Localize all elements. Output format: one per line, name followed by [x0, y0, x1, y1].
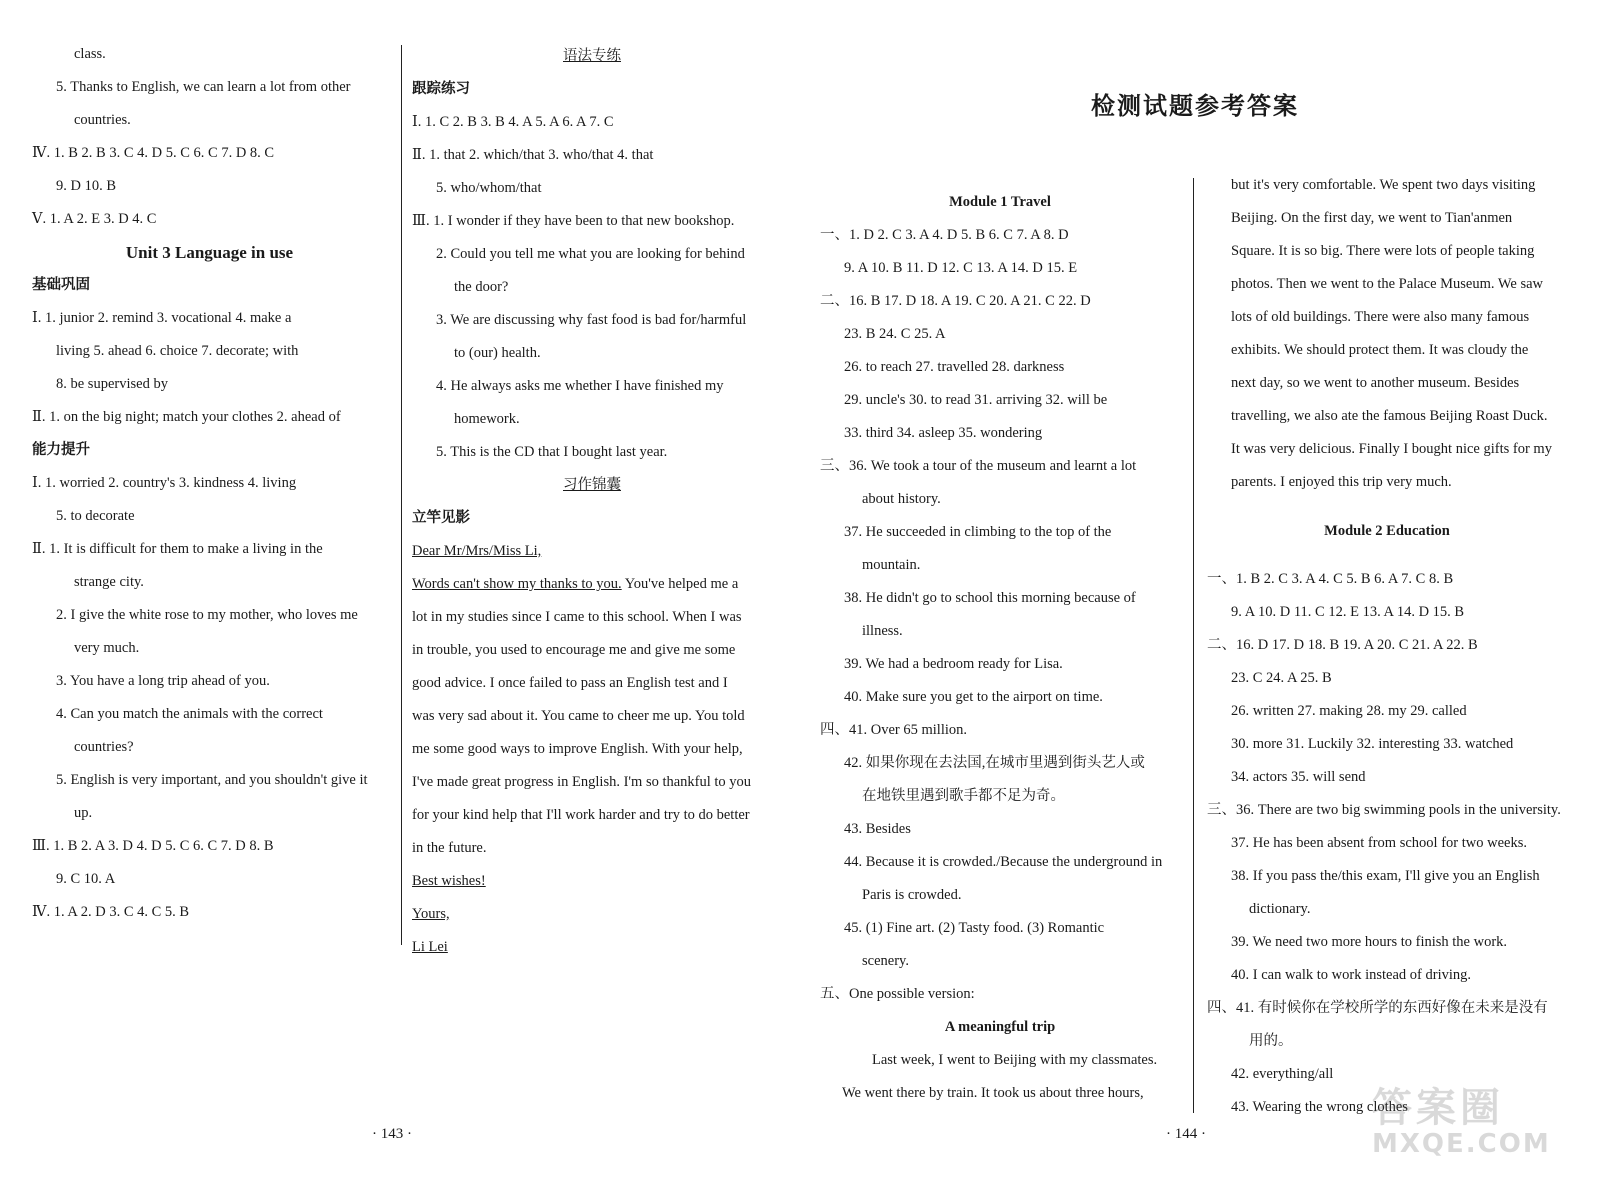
text-line: 五、One possible version:	[820, 986, 975, 1002]
text-line: 4. He always asks me whether I have finished my	[436, 378, 724, 394]
text-line: Ⅰ. 1. junior 2. remind 3. vocational 4. make a	[32, 310, 292, 326]
letter-signature: Li Lei	[412, 939, 448, 955]
text-line: mountain.	[862, 557, 921, 573]
text-line: strange city.	[74, 574, 144, 590]
text-line: living 5. ahead 6. choice 7. decorate; with	[56, 343, 299, 359]
text-line: dictionary.	[1249, 901, 1311, 917]
text-line: 26. to reach 27. travelled 28. darkness	[844, 359, 1065, 375]
text-line: Ⅰ. 1. worried 2. country's 3. kindness 4. living	[32, 475, 297, 491]
text-line: to (our) health.	[454, 345, 541, 361]
text-line: illness.	[862, 623, 903, 639]
text-line: Ⅳ. 1. A 2. D 3. C 4. C 5. B	[32, 904, 190, 920]
text-line: 二、16. B 17. D 18. A 19. C 20. A 21. C 22. D	[820, 293, 1091, 309]
text-line: 9. A 10. B 11. D 12. C 13. A 14. D 15. E	[844, 260, 1078, 276]
text-line: was very sad about it. You came to cheer me up. You told	[412, 708, 745, 724]
text-line: in trouble, you used to encourage me and give me some	[412, 642, 736, 658]
text-line: 一、1. D 2. C 3. A 4. D 5. B 6. C 7. A 8. D	[820, 227, 1069, 243]
text-line: 5. to decorate	[56, 508, 135, 524]
text-fragment: You've helped me a	[621, 576, 739, 592]
section-heading: 跟踪练习	[412, 81, 470, 97]
unit-title: Unit 3 Language in use	[125, 243, 294, 262]
text-line: 5. English is very important, and you shouldn't give it	[56, 772, 368, 788]
text-line: in the future.	[412, 840, 487, 856]
text-line: 45. (1) Fine art. (2) Tasty food. (3) Romantic	[844, 920, 1105, 936]
left-page-column-2	[412, 40, 772, 964]
text-line: 三、36. There are two big swimming pools in the university.	[1207, 802, 1561, 818]
text-line: It was very delicious. Finally I bought nice gifts for my	[1231, 441, 1552, 457]
text-line: 5. This is the CD that I bought last year.	[436, 444, 668, 460]
right-page-column-1	[820, 185, 1180, 1110]
text-line: but it's very comfortable. We spent two days visiting	[1231, 177, 1536, 193]
text-line: 30. more 31. Luckily 32. interesting 33. watched	[1231, 736, 1514, 752]
text-line: Ⅰ. 1. C 2. B 3. B 4. A 5. A 6. A 7. C	[412, 114, 614, 130]
text-line: next day, so we went to another museum. Besides	[1231, 375, 1520, 391]
text-line: very much.	[74, 640, 140, 656]
text-line: 3. You have a long trip ahead of you.	[56, 673, 270, 689]
page-title: 检测试题参考答案	[1091, 92, 1299, 120]
text-line: lot in my studies since I came to this school. When I was	[412, 609, 742, 625]
text-line: up.	[74, 805, 93, 821]
text-line: 用的。	[1249, 1033, 1293, 1049]
text-line: photos. Then we went to the Palace Museum. We saw	[1231, 276, 1543, 292]
text-line: 5. who/whom/that	[436, 180, 542, 196]
left-page-column-1	[32, 38, 387, 929]
text-line: Last week, I went to Beijing with my classmates.	[872, 1052, 1158, 1068]
text-line: 9. A 10. D 11. C 12. E 13. A 14. D 15. B	[1231, 604, 1465, 620]
text-line: 5. Thanks to English, we can learn a lot from other	[56, 79, 351, 95]
text-line: 4. Can you match the animals with the correct	[56, 706, 323, 722]
module-title: Module 1 Travel	[949, 194, 1051, 210]
text-line: 29. uncle's 30. to read 31. arriving 32. will be	[844, 392, 1108, 408]
text-line: 34. actors 35. will send	[1231, 769, 1366, 785]
section-heading: 能力提升	[32, 442, 90, 458]
text-line: 43. Wearing the wrong clothes	[1231, 1099, 1408, 1115]
text-line: Ⅳ. 1. B 2. B 3. C 4. D 5. C 6. C 7. D 8. C	[32, 145, 275, 161]
text-line: 33. third 34. asleep 35. wondering	[844, 425, 1043, 441]
module-title: Module 2 Education	[1324, 523, 1450, 539]
text-line: Ⅱ. 1. that 2. which/that 3. who/that 4. that	[412, 147, 654, 163]
text-line: Ⅲ. 1. B 2. A 3. D 4. D 5. C 6. C 7. D 8. B	[32, 838, 274, 854]
text-line: me some good ways to improve English. With your help,	[412, 741, 743, 757]
text-line: 23. C 24. A 25. B	[1231, 670, 1332, 686]
text-line: 9. D 10. B	[56, 178, 117, 194]
text-line: We went there by train. It took us about three hours,	[842, 1085, 1144, 1101]
text-line: Ⅱ. 1. on the big night; match your clothes 2. ahead of	[32, 409, 341, 425]
text-line	[412, 568, 772, 601]
text-line: 44. Because it is crowded./Because the underground in	[844, 854, 1163, 870]
text-line: Ⅱ. 1. It is difficult for them to make a living in the	[32, 541, 323, 557]
text-line: countries.	[74, 112, 131, 128]
text-line: 2. I give the white rose to my mother, who loves me	[56, 607, 358, 623]
text-line: homework.	[454, 411, 520, 427]
text-line: 39. We need two more hours to finish the work.	[1231, 934, 1508, 950]
letter-greeting: Dear Mr/Mrs/Miss Li,	[412, 543, 542, 559]
text-line: about history.	[862, 491, 941, 507]
text-line: 42. everything/all	[1231, 1066, 1334, 1082]
text-line: 三、36. We took a tour of the museum and learnt a lot	[820, 458, 1137, 474]
text-line: 40. Make sure you get to the airport on time.	[844, 689, 1103, 705]
text-line: 8. be supervised by	[56, 376, 168, 392]
text-line: good advice. I once failed to pass an English test and I	[412, 675, 728, 691]
text-line: 43. Besides	[844, 821, 911, 837]
text-line: 23. B 24. C 25. A	[844, 326, 946, 342]
text-line: Ⅴ. 1. A 2. E 3. D 4. C	[32, 211, 157, 227]
writing-tips-heading: 习作锦囊	[563, 477, 621, 493]
section-heading: 立竿见影	[412, 510, 470, 526]
text-line: 2. Could you tell me what you are looking for behind	[436, 246, 745, 262]
watermark-text: 答案圈	[1372, 1085, 1504, 1131]
column-divider-right	[1193, 178, 1194, 1113]
watermark-logo	[1372, 1076, 1572, 1159]
text-line: 3. We are discussing why fast food is bad for/harmful	[436, 312, 747, 328]
underlined-sentence: Words can't show my thanks to you.	[412, 576, 622, 592]
text-line: 9. C 10. A	[56, 871, 116, 887]
grammar-practice-heading: 语法专练	[563, 48, 621, 64]
text-line: 四、41. 有时候你在学校所学的东西好像在未来是没有	[1207, 1000, 1548, 1016]
text-line: 26. written 27. making 28. my 29. called	[1231, 703, 1467, 719]
text-line: 二、16. D 17. D 18. B 19. A 20. C 21. A 22. B	[1207, 637, 1478, 653]
essay-title: A meaningful trip	[944, 1019, 1056, 1035]
text-line: Ⅲ. 1. I wonder if they have been to that new bookshop.	[412, 213, 735, 229]
page-number-left: · 143 ·	[372, 1126, 412, 1142]
page-number-right: · 144 ·	[1166, 1126, 1206, 1142]
text-line: 在地铁里遇到歌手都不足为奇。	[862, 788, 1065, 804]
text-line: 38. If you pass the/this exam, I'll give you an English	[1231, 868, 1540, 884]
text-line: 四、41. Over 65 million.	[820, 722, 968, 738]
text-line: 37. He succeeded in climbing to the top of the	[844, 524, 1112, 540]
text-line: travelling, we also ate the famous Beijing Roast Duck.	[1231, 408, 1548, 424]
text-line: 一、1. B 2. C 3. A 4. C 5. B 6. A 7. C 8. B	[1207, 571, 1454, 587]
text-line: for your kind help that I'll work harder and try to do better	[412, 807, 750, 823]
text-line: 42. 如果你现在去法国,在城市里遇到街头艺人或	[844, 755, 1145, 771]
text-line: 38. He didn't go to school this morning because of	[844, 590, 1136, 606]
text-line: Paris is crowded.	[862, 887, 962, 903]
text-line: countries?	[74, 739, 134, 755]
text-line: 39. We had a bedroom ready for Lisa.	[844, 656, 1063, 672]
text-line: 40. I can walk to work instead of driving.	[1231, 967, 1472, 983]
text-line: Square. It is so big. There were lots of people taking	[1231, 243, 1535, 259]
text-line: lots of old buildings. There were also many famous	[1231, 309, 1530, 325]
right-page-column-2	[1207, 169, 1567, 1124]
text-line: 37. He has been absent from school for two weeks.	[1231, 835, 1527, 851]
text-line: scenery.	[862, 953, 909, 969]
column-divider-left	[401, 45, 402, 945]
text-line: I've made great progress in English. I'm so thankful to you	[412, 774, 752, 790]
letter-closing: Best wishes!	[412, 873, 486, 889]
watermark-url: MXQE.COM	[1372, 1129, 1551, 1159]
section-heading: 基础巩固	[32, 277, 90, 293]
letter-signoff: Yours,	[412, 906, 450, 922]
text-line: class.	[74, 46, 106, 62]
text-line: exhibits. We should protect them. It was cloudy the	[1231, 342, 1529, 358]
text-line: Beijing. On the first day, we went to Tian'anmen	[1231, 210, 1513, 226]
text-line: the door?	[454, 279, 509, 295]
text-line: parents. I enjoyed this trip very much.	[1231, 474, 1452, 490]
